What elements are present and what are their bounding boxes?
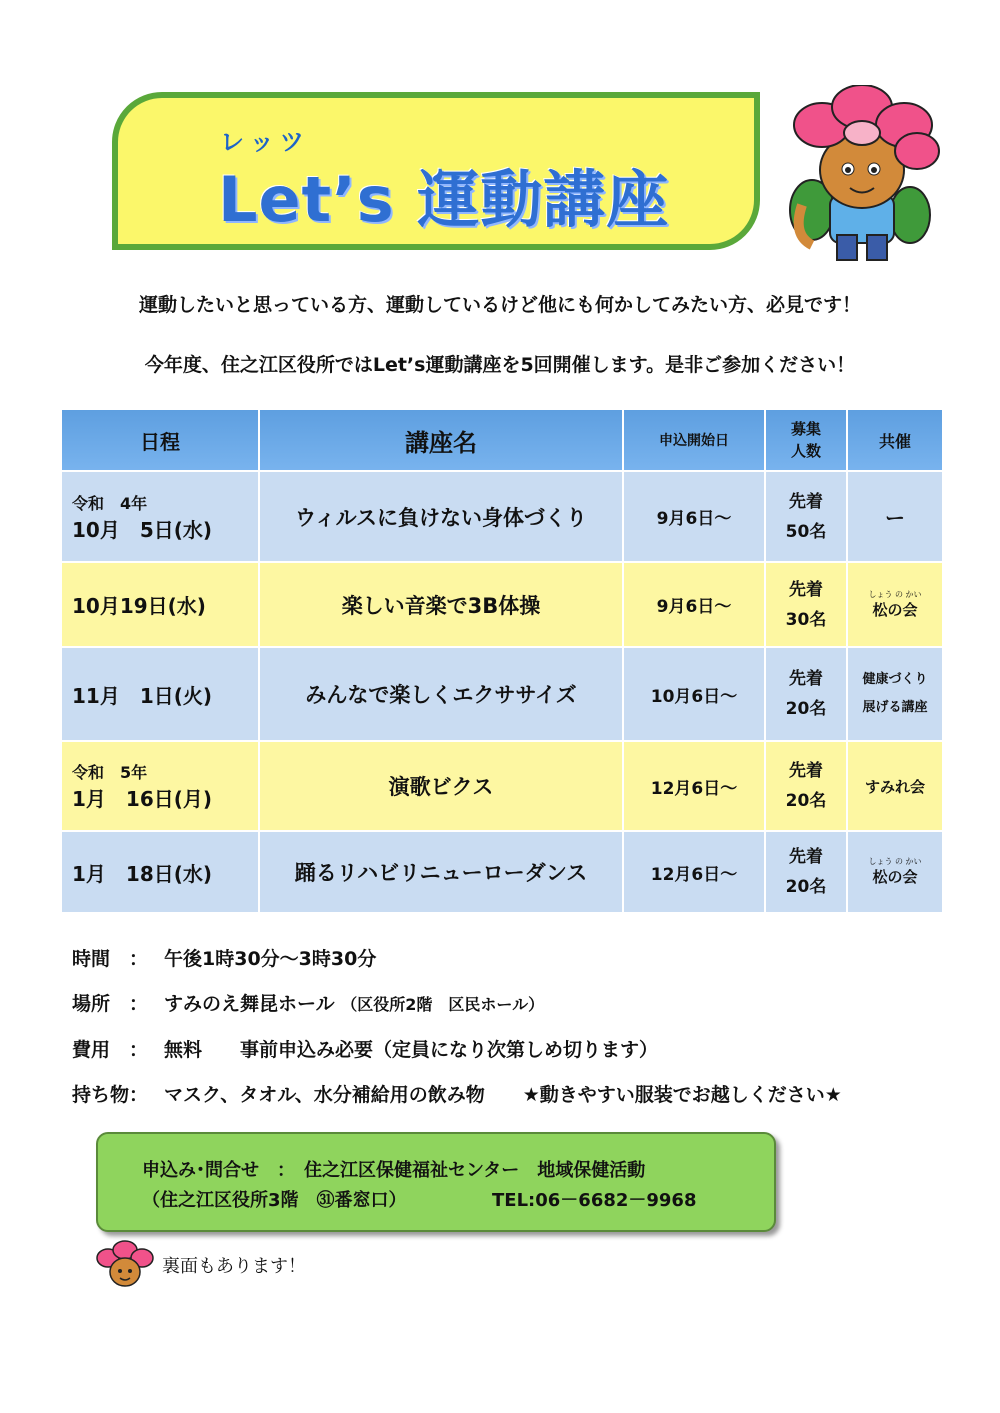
row-date: [62, 832, 258, 912]
row-date: [62, 563, 258, 646]
info-fee-value: 無料 事前申込み必要（定員になり次第しめ切ります）: [164, 1039, 659, 1061]
row-start: 10月6日～: [624, 648, 764, 740]
row-cohost-line-2: 展げる講座: [862, 700, 928, 715]
row-cap-2: 20名: [785, 877, 827, 897]
row-start: 12月6日～: [624, 832, 764, 912]
header-start: 申込開始日: [624, 410, 764, 470]
info-bring-label: 持ち物：: [72, 1084, 149, 1106]
row-cohost-ruby: しょう の かい: [868, 589, 922, 599]
contact-line-1: 申込み･問合せ ： 住之江区保健福祉センター 地域保健活動: [142, 1160, 646, 1181]
info-time-label: 時間 ：: [72, 948, 149, 970]
row-date: [62, 472, 258, 561]
row-cap-1: 先着: [789, 491, 823, 512]
table-row: [62, 648, 942, 740]
row-cap-1: 先着: [789, 847, 823, 867]
header-course: 講座名: [260, 410, 622, 470]
row-capacity: [766, 742, 846, 830]
contact-box: [96, 1132, 776, 1232]
info-place: [72, 989, 544, 1016]
info-place-sub: （区役所2階 区民ホール）: [341, 995, 545, 1014]
row-cohost-ruby: しょう の かい: [868, 857, 922, 866]
table-header-row: [62, 410, 942, 470]
header-capacity-1: 募集: [790, 420, 821, 438]
row-cohost: [848, 563, 942, 646]
row-cap-2: 30名: [785, 609, 827, 630]
info-fee-label: 費用 ：: [72, 1039, 149, 1061]
row-era: 令和 5年: [72, 763, 148, 782]
table-row: [62, 472, 942, 561]
contact-line-2-left: （住之江区役所3階 ㉛番窓口）: [142, 1190, 407, 1211]
row-cohost: [848, 832, 942, 912]
page-title: Let’s 運動講座: [218, 163, 670, 236]
info-fee: [72, 1035, 658, 1062]
row-course: 踊るリハビリニューローダンス: [260, 832, 622, 912]
row-cohost: すみれ会: [848, 742, 942, 830]
table-row: [62, 832, 942, 912]
row-course: 楽しい音楽で3B体操: [260, 563, 622, 646]
info-time-value: 午後1時30分～3時30分: [164, 948, 377, 970]
flower-mascot-icon: [782, 85, 942, 270]
row-cohost-line-1: 健康づくり: [862, 672, 928, 687]
intro-line-1: 運動したいと思っている方、運動しているけど他にも何かしてみたい方、必見です！: [138, 294, 861, 316]
table-row: [62, 563, 942, 646]
info-place-value: すみのえ舞昆ホール: [164, 993, 335, 1015]
row-day: 1月 18日(水): [72, 861, 213, 886]
info-bring: [72, 1080, 842, 1107]
row-course: ウィルスに負けない身体づくり: [260, 472, 622, 561]
row-cap-1: 先着: [789, 669, 823, 689]
row-era: 令和 4年: [72, 493, 148, 513]
row-cohost: [848, 648, 942, 740]
row-start: 9月6日～: [624, 472, 764, 561]
row-day: 11月 1日(火): [72, 683, 213, 708]
row-cap-1: 先着: [789, 761, 823, 781]
row-date: [62, 742, 258, 830]
info-time: [72, 944, 376, 971]
row-day: 1月 16日(月): [72, 787, 213, 811]
row-day: 10月 5日(水): [72, 517, 213, 542]
row-start: 9月6日～: [624, 563, 764, 646]
row-cap-1: 先着: [789, 579, 823, 600]
back-page-note: 裏面もあります！: [162, 1256, 306, 1277]
table-row: [62, 742, 942, 830]
schedule-table: [60, 408, 944, 914]
row-cohost-text: 松の会: [872, 600, 918, 619]
row-course: みんなで楽しくエクササイズ: [260, 648, 622, 740]
row-capacity: [766, 563, 846, 646]
header-cohost: 共催: [848, 410, 942, 470]
row-capacity: [766, 832, 846, 912]
intro-line-2: 今年度、住之江区役所ではLet’s運動講座を5回開催します。是非ご参加ください！: [144, 354, 856, 376]
row-cap-2: 50名: [785, 521, 827, 542]
contact-tel: TEL:06－6682－9968: [492, 1190, 697, 1211]
header-capacity-2: 人数: [790, 442, 821, 460]
info-place-label: 場所 ：: [72, 993, 149, 1015]
header-capacity: [766, 410, 846, 470]
row-course: 演歌ビクス: [260, 742, 622, 830]
row-start: 12月6日～: [624, 742, 764, 830]
row-cap-2: 20名: [785, 699, 827, 719]
info-bring-value: マスク、タオル、水分補給用の飲み物 ★動きやすい服装でお越しください★: [164, 1084, 842, 1106]
row-date: [62, 648, 258, 740]
title-ruby: レッツ: [220, 128, 310, 156]
small-flower-mascot-icon: [96, 1240, 154, 1290]
row-cap-2: 20名: [785, 791, 827, 811]
row-day: 10月19日(水): [72, 594, 206, 618]
row-capacity: [766, 472, 846, 561]
row-cohost-text: 松の会: [872, 868, 918, 886]
row-cohost: ー: [848, 472, 942, 561]
row-capacity: [766, 648, 846, 740]
header-date: 日程: [62, 410, 258, 470]
